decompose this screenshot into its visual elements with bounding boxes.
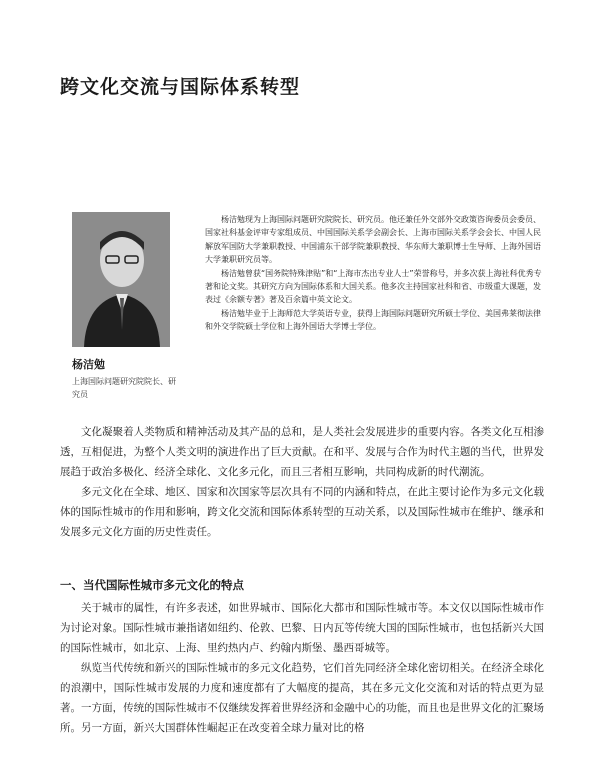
intro-text: [60, 422, 544, 542]
bio-paragraph: 杨洁勉曾获“国务院特殊津贴”和“上海市杰出专业人士”荣誉称号，并多次获上海社科优秀专著和论文奖。其研究方向为国际体系和大国关系。他多次主持国家社科和省、市级重大课题，发表过《余额专著》著及百余篇中英文论文。: [205, 268, 542, 305]
author-name: 杨洁勉: [72, 358, 105, 371]
bio-paragraph: 杨洁勉毕业于上海师范大学英语专业，获得上海国际问题研究所硕士学位、美国弗莱彻法律和外交学院硕士学位和上海外国语大学博士学位。: [205, 308, 541, 332]
author-role: 上海国际问题研究院院长、研究员: [72, 377, 176, 399]
body-paragraph: 纵览当代传统和新兴的国际性城市的多元文化趋势，它们首先同经济全球化密切相关。在经济全球化的浪潮中，国际性城市发展的力度和速度都有了大幅度的提高，其在多元文化交流和对话的特点更为显著。一方面，传统的国际性城市不仅继续发挥着世界经济和金融中心的功能，而且也是世界文化的汇聚场所。另一方面，新兴大国群体性崛起正在改变着全球力量对比的格: [60, 662, 544, 734]
section-heading: 一、当代国际性城市多元文化的特点: [60, 578, 244, 592]
bio-paragraph: 杨洁勉现为上海国际问题研究院院长、研究员。他还兼任外交部外交政策咨询委员会委员、国家社科基金评审专家组成员、中国国际关系学会副会长、上海市国际关系学会会长、中国人民解放军国防大学兼职教授、中国浦东干部学院兼职教授、华东师大兼职博士生导师、上海外国语大学兼职研究员等。: [205, 215, 541, 265]
portrait-image: [72, 212, 170, 347]
author-bio: [205, 213, 545, 334]
article-title: 跨文化交流与国际体系转型: [60, 76, 301, 98]
section1-text: [60, 598, 544, 738]
body-paragraph: 关于城市的属性，有许多表述，如世界城市、国际化大都市和国际性城市等。本文仅以国际性城市作为讨论对象。国际性城市兼指诸如纽约、伦敦、巴黎、日内瓦等传统大国的国际性城市，也包括新兴大国的国际性城市，如北京、上海、里约热内卢、约翰内斯堡、墨西哥城等。: [60, 602, 544, 654]
body-paragraph: 文化凝聚着人类物质和精神活动及其产品的总和，是人类社会发展进步的重要内容。各类文化互相渗透，互相促进，为整个人类文明的演进作出了巨大贡献。在和平、发展与合作为时代主题的当代，世界发展趋于政治多极化、经济全球化、文化多元化，而且三者相互影响，共同构成新的时代潮流。: [60, 426, 544, 478]
body-paragraph: 多元文化在全球、地区、国家和次国家等层次具有不同的内涵和特点，在此主要讨论作为多元文化载体的国际性城市的作用和影响，跨文化交流和国际体系转型的互动关系，以及国际性城市在维护、继承和发展多元文化方面的历史性责任。: [60, 486, 544, 538]
author-photo: [72, 212, 170, 347]
